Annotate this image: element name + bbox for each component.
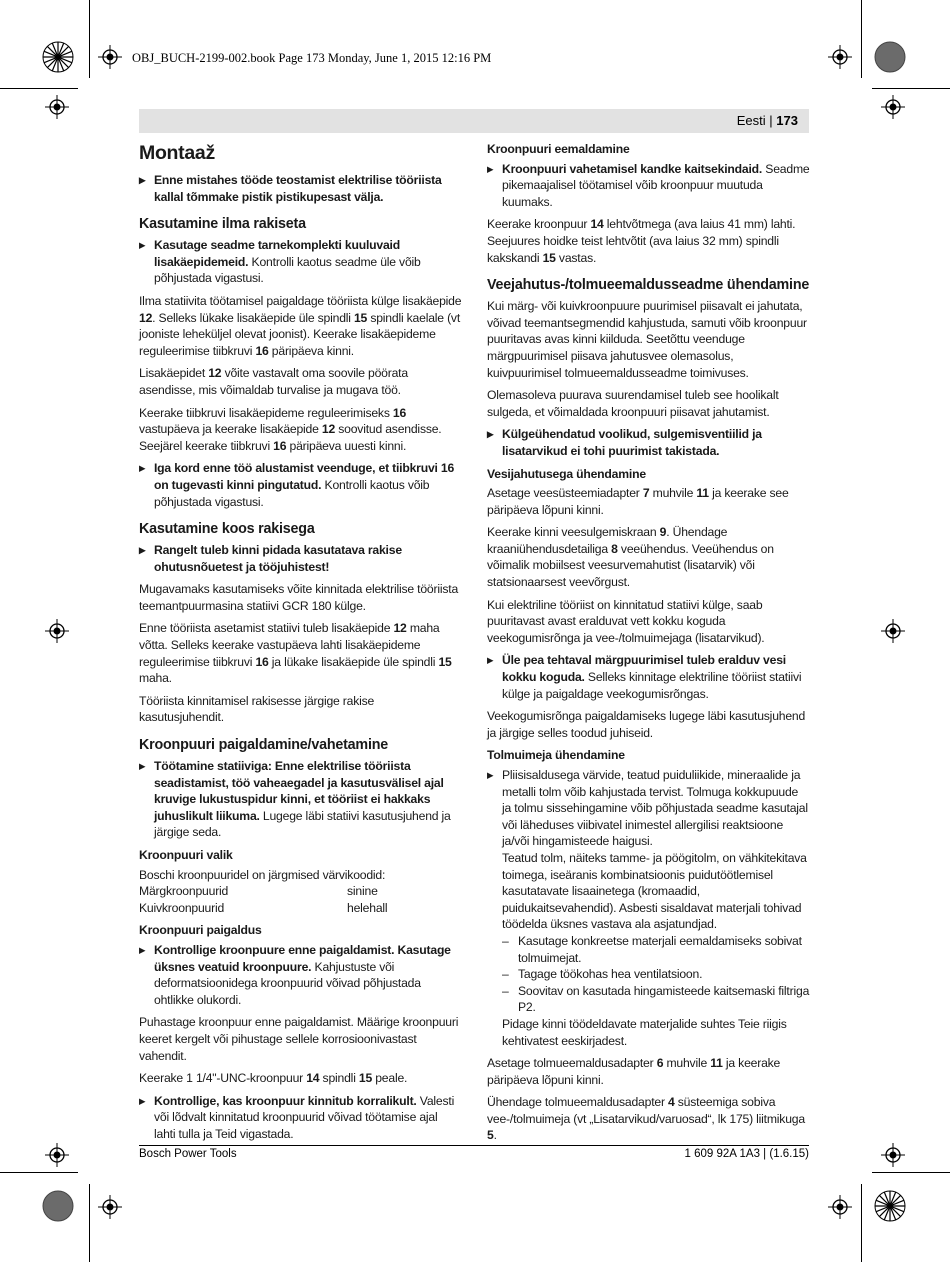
text-run: muhvile [649, 486, 697, 501]
subheading-kroonpuuri-eemaldamine: Kroonpuuri eemaldamine [487, 142, 630, 156]
bold-text: 14 [590, 217, 604, 232]
bold-text: 16 [255, 343, 269, 358]
text-run: ja keerake päripäeva lõpuni kinni. [487, 1056, 781, 1087]
registration-crosshair-icon [828, 1195, 852, 1219]
text-run: spindli [319, 1071, 359, 1086]
bold-text: 16 [273, 438, 287, 453]
subheading-kroonpuuri-valik: Kroonpuuri valik [139, 848, 233, 862]
bold-text: 15 [438, 654, 452, 669]
crop-mark [89, 0, 90, 78]
paragraph: Olemasoleva puurava suurendamisel tuleb see hoolikalt sulgeda, et võimaldada kroonpuuri piisavat jahutamist. [487, 388, 779, 419]
page-header-bar [139, 109, 809, 133]
section-title-montaz: Montaaž [139, 142, 215, 164]
text-run: päripäeva kinni. [268, 343, 354, 358]
bold-text: 12 [208, 366, 222, 381]
text-run: . [493, 1128, 497, 1143]
color-code-table [139, 883, 462, 916]
crop-mark [89, 1184, 90, 1262]
right-column [487, 139, 810, 1150]
safety-bullet [139, 460, 462, 510]
crop-mark [0, 88, 78, 89]
footer-rule [139, 1145, 809, 1146]
paragraph: Pidage kinni töödeldavate materjalide suhtes Teie riigis kehtivatest eeskirjadest. [502, 1016, 787, 1048]
safety-bullet: ▶ Pliisisaldusega värvide, teatud puiduliikide, mineraalide ja metalli tolm võib kahjustada tervist. Tolmuga kokkupuude ja tolmu sissehingamine võib põhjustada seadme kasutajal või läheduses viibivatel inimestel allergilisi reaktsioone ja/või hingamisteede haigusi. [487, 767, 810, 850]
text-run: maha võtta. Selleks keerake vastupäeva lahti lisakäepideme reguleerimise tiibkruvi [139, 621, 440, 669]
safety-bullet: ▶ Kontrollige kroonpuure enne paigaldamist. Kasutage üksnes veatuid kroonpuure. Kahjustuste või deformatsioonidega kroonpuurid võivad põhjustada ohtlikke olukordi. [139, 942, 462, 1008]
bold-text: 12 [139, 310, 153, 325]
starburst-calibration-icon [42, 41, 74, 73]
list-item: – Soovitav on kasutada hingamisteede kaitsemaski filtriga P2. [502, 983, 810, 1016]
header-separator: | [769, 113, 773, 128]
bold-text: 14 [306, 1071, 320, 1086]
text-run: soovitud asendisse. Seejärel keerake tiibkruvi [139, 422, 442, 453]
safety-bullet: ▶ Üle pea tehtaval märgpuurimisel tuleb eralduv vesi kokku koguda. Selleks kinnitage elektriline tööriist statiivi külge ja paigaldage veekogumisrõngas. [487, 652, 810, 702]
bold-text: 15 [353, 310, 368, 325]
safety-bullet: ▶ Enne mistahes tööde teostamist elektrilise tööriista kallal tõmmake pistik pistikupesast välja. [139, 172, 462, 205]
text-run: muhvile [663, 1056, 711, 1071]
safety-bullet: ▶ Kroonpuuri vahetamisel kandke kaitsekindaid. Seadme pikemaajalisel töötamisel võib kroonpuur muutuda kuumaks. [487, 161, 810, 211]
footer-doc-number: 1 609 92A 1A3 | (1.6.15) [684, 1148, 809, 1160]
safety-bullet: ▶ Külgeühendatud voolikud, sulgemisventiilid ja lisatarvikud ei tohi puurimist takistada. [487, 426, 810, 459]
crop-mark [861, 1184, 862, 1262]
text-run: ja keerake see päripäeva lõpuni kinni. [487, 486, 789, 517]
safety-bullet: ▶ Rangelt tuleb kinni pidada kasutatava rakise ohutusnõuetest ja tööjuhistest! [139, 542, 462, 575]
paragraph [139, 365, 462, 398]
bold-text: 12 [321, 422, 336, 437]
footer-brand: Bosch Power Tools [139, 1148, 237, 1160]
text-run: . Selleks lükake lisakäepide üle spindli [152, 310, 354, 325]
registration-crosshair-icon [45, 619, 69, 643]
registration-crosshair-icon [881, 1143, 905, 1167]
paragraph: Tööriista kinnitamisel rakisesse järgige rakise kasutusjuhendit. [139, 693, 375, 725]
paragraph: Kui elektriline tööriist on kinnitatud statiivi külge, saab puuritavast avast eralduvat vett kokku koguda veekogumisrõnga ja vee-/tolmuimejaga (lisatarvikud). [487, 597, 765, 645]
bold-text: 6 [656, 1056, 664, 1071]
registration-crosshair-icon [45, 1143, 69, 1167]
heading-kroonpuuri-paigaldamine: Kroonpuuri paigaldamine/vahetamine [139, 737, 389, 754]
registration-crosshair-icon [45, 95, 69, 119]
table-cell: Märgkroonpuurid [139, 884, 229, 899]
registration-crosshair-icon [828, 45, 852, 69]
dash-list [487, 933, 810, 1016]
text-run: vastupäeva ja keerake lisakäepide [139, 422, 322, 437]
safety-bullet: ▶ Töötamine statiiviga: Enne elektrilise tööriista seadistamist, töö vaheaegadel ja kasutusvälisel ajal kruvige lukustuspidur kinni, et tööriist ei hakkaks juhuslikult liikuma. Lugege läbi statiivi kasutusjuhend ja järgige seda. [139, 758, 462, 841]
registration-crosshair-icon [881, 619, 905, 643]
list-item: – Tagage töökohas hea ventilatsioon. [502, 966, 810, 983]
bold-text: 12 [393, 621, 407, 636]
crop-mark [0, 1172, 78, 1173]
registration-crosshair-icon [98, 1195, 122, 1219]
text-run: ja lükake lisakäepide üle spindli [268, 654, 439, 669]
text-run: vastas. [555, 250, 597, 265]
table-cell: Kuivkroonpuurid [139, 900, 225, 915]
paragraph [487, 1094, 810, 1144]
gray-circle-calibration-icon [874, 41, 906, 73]
heading-ilma-rakiseta: Kasutamine ilma rakiseta [139, 216, 306, 233]
bold-text: 11 [710, 1056, 723, 1071]
text-run: peale. [372, 1071, 408, 1086]
paragraph [139, 405, 462, 455]
paragraph: Puhastage kroonpuur enne paigaldamist. Määrige kroonpuuri keeret kergelt või pihustage sellele korrosioonivastast vahendit. [139, 1015, 459, 1063]
text-run: Asetage veesüsteemiadapter [487, 486, 643, 501]
bold-text: 11 [696, 486, 709, 501]
text-run: Ilma statiivita töötamisel paigaldage tööriista külge lisakäepide [139, 293, 462, 308]
starburst-calibration-icon [874, 1190, 906, 1222]
bold-text: Iga kord enne töö alustamist veenduge, et tiibkruvi 16 on tugevasti kinni pingutatud. [154, 461, 455, 492]
bold-text: 15 [542, 250, 556, 265]
paragraph: Boschi kroonpuuridel on järgmised värvikoodid: [139, 867, 386, 882]
print-job-header: OBJ_BUCH-2199-002.book Page 173 Monday, June 1, 2015 12:16 PM [132, 51, 492, 65]
table-cell: sinine [347, 884, 378, 899]
paragraph: Veekogumisrõnga paigaldamiseks lugege läbi kasutusjuhend ja järgige selles toodud juhiseid. [487, 709, 806, 740]
heading-koos-rakisega: Kasutamine koos rakisega [139, 521, 315, 538]
subheading-tolmuimeja: Tolmuimeja ühendamine [487, 748, 625, 763]
text-run: Asetage tolmueemaldusadapter [487, 1056, 657, 1071]
text-run: Keerake kinni veesulgemiskraan [487, 525, 660, 540]
safety-bullet: ▶ Kontrollige, kas kroonpuur kinnitub korralikult. Valesti või lõdvalt kinnitatud kroonpuurid võivad töötamise ajal lahti tulla ja Teid vigastada. [139, 1093, 462, 1143]
subheading-kroonpuuri-paigaldus: Kroonpuuri paigaldus [139, 923, 262, 938]
text-run: võite vastavalt oma soovile pöörata asendisse, mis võimaldab turvalise ja mugava töö. [139, 366, 408, 397]
text-run: päripäeva uuesti kinni. [286, 438, 407, 453]
left-column [139, 139, 462, 1149]
paragraph [487, 524, 810, 590]
registration-crosshair-icon [881, 95, 905, 119]
text-run: Kontrolli kaotus võib põhjustada vigastusi. [154, 477, 430, 509]
bold-text: 16 [392, 405, 407, 420]
text-run: Lisakäepidet [139, 366, 209, 381]
paragraph [487, 485, 810, 518]
list-item: – Kasutage konkreetse materjali eemaldamiseks sobivat tolmuimejat. [502, 933, 810, 966]
subheading-vesijahutus: Vesijahutusega ühendamine [487, 466, 646, 481]
language-label: Eesti [736, 113, 766, 128]
bold-text: 15 [358, 1071, 373, 1086]
paragraph [487, 216, 810, 266]
bold-text: 7 [642, 486, 650, 501]
bold-text: 4 [668, 1095, 675, 1110]
paragraph [139, 293, 462, 359]
paragraph [139, 1070, 462, 1087]
bold-text: 16 [255, 654, 269, 669]
bold-text: 5 [487, 1128, 494, 1143]
gray-circle-calibration-icon [42, 1190, 74, 1222]
paragraph: Kui märg- või kuivkroonpuure puurimisel piisavalt ei jahutata, võivad teemantsegmendid kahjustuda, samuti võib kroonpuur puuritavas avas kinni kiilduda. Seetõttu veenduge märgpuurimisel piisava jahutusvee olemasolus, kuivpuurimisel tolmueemaldusseadme toimivuses. [487, 299, 807, 380]
text-run: . Ühendage kraaniühendusdetailiga [487, 525, 728, 556]
text-run: Keerake kroonpuur [487, 217, 591, 232]
crop-mark [872, 1172, 950, 1173]
language-page-label [737, 113, 798, 128]
crop-mark [861, 0, 862, 78]
crop-mark [872, 88, 950, 89]
paragraph [139, 620, 462, 686]
text-run: veeühendus. Veeühendus on võimalik mobiilsest veesurvemahutist (lisatarvik) või statsionaarsest veevõrgust. [487, 541, 774, 590]
paragraph: Teatud tolm, näiteks tamme- ja pöögitolm, on vähkitekitava toimega, iseäranis kombinatsioonis puidutöötlemisel kasutatavate lisaainetega (kromaadid, puidukaitsevahendid). Asbesti sisaldavat materjali tohivad töödelda üksnes vastava ala asjatundjad. [502, 850, 807, 932]
text-run: Ühendage tolmueemaldusadapter [487, 1095, 669, 1110]
paragraph: Mugavamaks kasutamiseks võite kinnitada elektrilise tööriista teemantpuurmasina statiivi GCR 180 külge. [139, 582, 459, 613]
bold-text: 8 [611, 541, 618, 556]
safety-bullet: ▶ Kasutage seadme tarnekomplekti kuuluvaid lisakäepidemeid. Kontrolli kaotus seadme üle võib põhjustada vigastusi. [139, 237, 462, 287]
text-run: lehtvõtmega (ava laius 41 mm) lahti. Seejuures hoidke teist lehtvõtit (ava laius 32 mm) spindli kakskandi [487, 217, 796, 265]
text-run: Enne tööriista asetamist statiivi tuleb lisakäepide [139, 621, 394, 636]
page-number: 173 [776, 113, 798, 128]
paragraph [487, 1055, 810, 1088]
table-cell: helehall [347, 900, 388, 915]
text-run: Keerake tiibkruvi lisakäepideme reguleerimiseks [139, 405, 393, 420]
text-run: Keerake 1 1/4"-UNC-kroonpuur [139, 1071, 307, 1086]
bold-text: 9 [659, 525, 667, 540]
registration-crosshair-icon [98, 45, 122, 69]
text-run: maha. [139, 671, 172, 686]
text-run: süsteemiga sobiva vee-/tolmuimeja (vt „Lisatarvikud/varuosad“, lk 175) liitmikuga [487, 1095, 805, 1126]
text-run: spindli kaelale (vt jooniste leheküljel olevat joonist). Keerake lisakäepideme reguleerimise tiibkruvi [139, 310, 461, 358]
heading-veejahutus: Veejahutus-/tolmueemaldusseadme ühendamine [487, 277, 810, 294]
